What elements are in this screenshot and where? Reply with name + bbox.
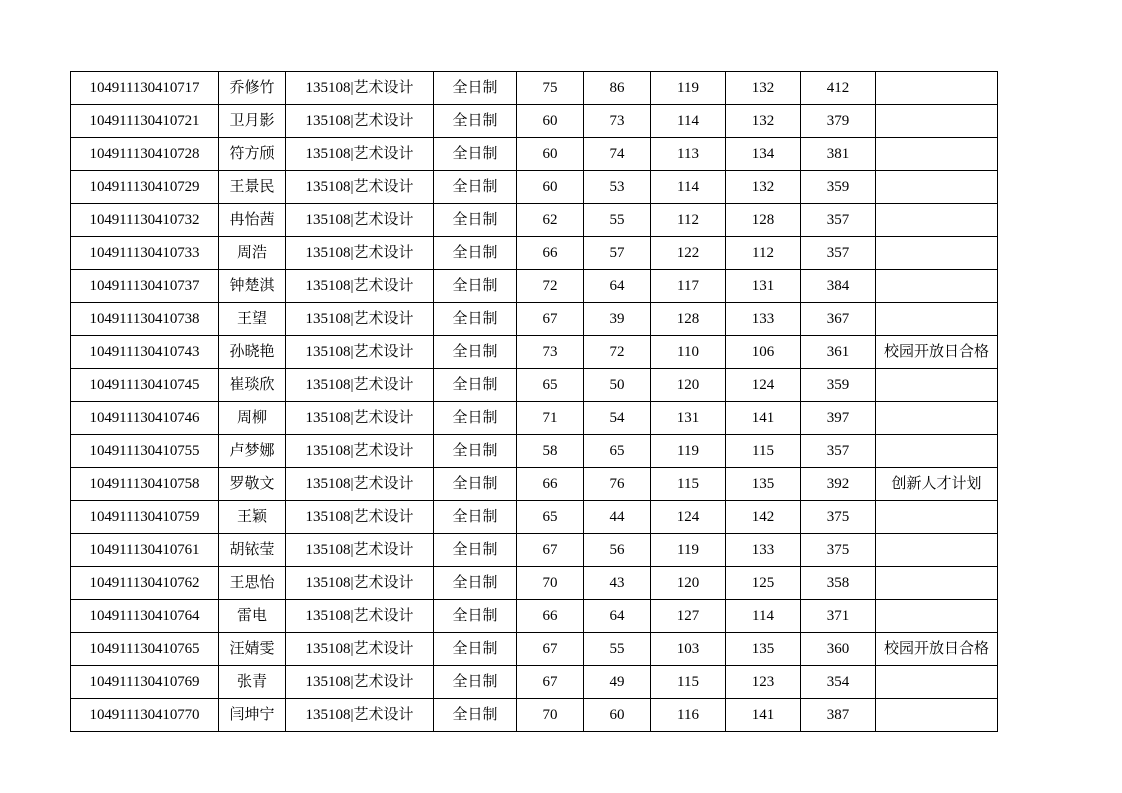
cell-note: 创新人才计划 [876, 468, 998, 501]
cell-name: 王颖 [219, 501, 286, 534]
table-row [71, 600, 998, 633]
cell-total: 357 [801, 237, 876, 270]
cell-candidate-id: 104911130410764 [71, 600, 219, 633]
cell-total: 367 [801, 303, 876, 336]
cell-score-3: 114 [651, 105, 726, 138]
cell-score-1: 73 [517, 336, 584, 369]
cell-note [876, 402, 998, 435]
cell-study-type: 全日制 [434, 666, 517, 699]
cell-note: 校园开放日合格 [876, 633, 998, 666]
cell-total: 381 [801, 138, 876, 171]
cell-study-type: 全日制 [434, 138, 517, 171]
cell-major: 135108|艺术设计 [286, 138, 434, 171]
cell-name: 钟楚淇 [219, 270, 286, 303]
cell-score-4: 134 [726, 138, 801, 171]
cell-total: 361 [801, 336, 876, 369]
cell-score-2: 73 [584, 105, 651, 138]
table-row [71, 105, 998, 138]
cell-name: 周浩 [219, 237, 286, 270]
cell-score-4: 124 [726, 369, 801, 402]
cell-score-1: 72 [517, 270, 584, 303]
cell-score-1: 65 [517, 501, 584, 534]
cell-note [876, 204, 998, 237]
table-row [71, 369, 998, 402]
cell-score-3: 127 [651, 600, 726, 633]
cell-score-1: 70 [517, 699, 584, 732]
cell-major: 135108|艺术设计 [286, 105, 434, 138]
cell-note [876, 270, 998, 303]
cell-name: 周柳 [219, 402, 286, 435]
cell-score-2: 43 [584, 567, 651, 600]
cell-score-2: 76 [584, 468, 651, 501]
cell-score-3: 114 [651, 171, 726, 204]
cell-total: 412 [801, 72, 876, 105]
cell-candidate-id: 104911130410765 [71, 633, 219, 666]
cell-score-3: 120 [651, 369, 726, 402]
cell-note [876, 237, 998, 270]
table-row [71, 567, 998, 600]
cell-score-2: 49 [584, 666, 651, 699]
cell-candidate-id: 104911130410762 [71, 567, 219, 600]
cell-total: 357 [801, 204, 876, 237]
cell-major: 135108|艺术设计 [286, 633, 434, 666]
cell-major: 135108|艺术设计 [286, 468, 434, 501]
cell-score-3: 115 [651, 666, 726, 699]
cell-score-3: 124 [651, 501, 726, 534]
cell-score-4: 141 [726, 402, 801, 435]
cell-candidate-id: 104911130410733 [71, 237, 219, 270]
cell-study-type: 全日制 [434, 699, 517, 732]
cell-score-2: 50 [584, 369, 651, 402]
cell-score-4: 132 [726, 105, 801, 138]
cell-score-1: 60 [517, 105, 584, 138]
cell-score-1: 60 [517, 138, 584, 171]
cell-total: 359 [801, 369, 876, 402]
cell-total: 359 [801, 171, 876, 204]
cell-score-3: 131 [651, 402, 726, 435]
cell-candidate-id: 104911130410717 [71, 72, 219, 105]
cell-study-type: 全日制 [434, 567, 517, 600]
cell-score-2: 64 [584, 600, 651, 633]
cell-name: 胡铱莹 [219, 534, 286, 567]
cell-major: 135108|艺术设计 [286, 171, 434, 204]
cell-score-1: 65 [517, 369, 584, 402]
cell-name: 雷电 [219, 600, 286, 633]
cell-score-4: 131 [726, 270, 801, 303]
cell-score-2: 56 [584, 534, 651, 567]
cell-candidate-id: 104911130410759 [71, 501, 219, 534]
cell-score-3: 128 [651, 303, 726, 336]
table-row [71, 468, 998, 501]
cell-score-4: 125 [726, 567, 801, 600]
cell-name: 崔琰欣 [219, 369, 286, 402]
cell-score-4: 141 [726, 699, 801, 732]
table-row [71, 270, 998, 303]
cell-score-2: 57 [584, 237, 651, 270]
cell-note [876, 567, 998, 600]
cell-score-1: 67 [517, 666, 584, 699]
cell-score-1: 71 [517, 402, 584, 435]
cell-candidate-id: 104911130410745 [71, 369, 219, 402]
cell-note [876, 72, 998, 105]
cell-score-4: 135 [726, 468, 801, 501]
table-row [71, 501, 998, 534]
cell-candidate-id: 104911130410728 [71, 138, 219, 171]
cell-major: 135108|艺术设计 [286, 402, 434, 435]
cell-score-2: 44 [584, 501, 651, 534]
cell-note [876, 435, 998, 468]
cell-score-1: 62 [517, 204, 584, 237]
cell-candidate-id: 104911130410761 [71, 534, 219, 567]
cell-note [876, 699, 998, 732]
cell-study-type: 全日制 [434, 105, 517, 138]
cell-score-3: 115 [651, 468, 726, 501]
cell-candidate-id: 104911130410721 [71, 105, 219, 138]
table-row [71, 336, 998, 369]
cell-study-type: 全日制 [434, 204, 517, 237]
cell-note: 校园开放日合格 [876, 336, 998, 369]
cell-score-4: 115 [726, 435, 801, 468]
cell-total: 354 [801, 666, 876, 699]
cell-score-2: 55 [584, 633, 651, 666]
cell-score-3: 120 [651, 567, 726, 600]
score-table-container [70, 71, 998, 732]
cell-score-4: 106 [726, 336, 801, 369]
table-row [71, 666, 998, 699]
cell-score-4: 142 [726, 501, 801, 534]
cell-score-1: 66 [517, 237, 584, 270]
table-row [71, 534, 998, 567]
cell-study-type: 全日制 [434, 534, 517, 567]
cell-score-3: 112 [651, 204, 726, 237]
cell-major: 135108|艺术设计 [286, 600, 434, 633]
cell-score-2: 55 [584, 204, 651, 237]
cell-name: 张青 [219, 666, 286, 699]
cell-major: 135108|艺术设计 [286, 72, 434, 105]
cell-score-2: 65 [584, 435, 651, 468]
table-row [71, 402, 998, 435]
table-row [71, 72, 998, 105]
cell-score-3: 119 [651, 435, 726, 468]
cell-score-1: 70 [517, 567, 584, 600]
cell-note [876, 666, 998, 699]
cell-score-1: 67 [517, 534, 584, 567]
cell-major: 135108|艺术设计 [286, 204, 434, 237]
cell-candidate-id: 104911130410729 [71, 171, 219, 204]
cell-score-1: 67 [517, 633, 584, 666]
score-table-body [71, 72, 998, 732]
cell-candidate-id: 104911130410770 [71, 699, 219, 732]
cell-study-type: 全日制 [434, 72, 517, 105]
cell-score-3: 119 [651, 72, 726, 105]
cell-score-1: 75 [517, 72, 584, 105]
cell-score-2: 54 [584, 402, 651, 435]
cell-major: 135108|艺术设计 [286, 435, 434, 468]
cell-name: 王景民 [219, 171, 286, 204]
cell-study-type: 全日制 [434, 402, 517, 435]
cell-major: 135108|艺术设计 [286, 501, 434, 534]
cell-note [876, 369, 998, 402]
cell-total: 397 [801, 402, 876, 435]
cell-major: 135108|艺术设计 [286, 534, 434, 567]
cell-name: 卫月影 [219, 105, 286, 138]
cell-study-type: 全日制 [434, 435, 517, 468]
cell-candidate-id: 104911130410743 [71, 336, 219, 369]
table-row [71, 138, 998, 171]
cell-name: 闫坤宁 [219, 699, 286, 732]
cell-score-2: 64 [584, 270, 651, 303]
cell-score-4: 128 [726, 204, 801, 237]
cell-score-4: 133 [726, 534, 801, 567]
cell-score-4: 135 [726, 633, 801, 666]
cell-score-4: 132 [726, 171, 801, 204]
cell-score-1: 58 [517, 435, 584, 468]
cell-name: 卢梦娜 [219, 435, 286, 468]
cell-note [876, 600, 998, 633]
table-row [71, 435, 998, 468]
cell-candidate-id: 104911130410758 [71, 468, 219, 501]
cell-total: 371 [801, 600, 876, 633]
cell-note [876, 534, 998, 567]
cell-score-2: 72 [584, 336, 651, 369]
cell-name: 罗敬文 [219, 468, 286, 501]
cell-score-3: 116 [651, 699, 726, 732]
cell-candidate-id: 104911130410746 [71, 402, 219, 435]
cell-major: 135108|艺术设计 [286, 303, 434, 336]
cell-candidate-id: 104911130410769 [71, 666, 219, 699]
cell-study-type: 全日制 [434, 468, 517, 501]
cell-total: 387 [801, 699, 876, 732]
cell-study-type: 全日制 [434, 171, 517, 204]
cell-total: 375 [801, 501, 876, 534]
cell-score-1: 66 [517, 600, 584, 633]
cell-score-3: 113 [651, 138, 726, 171]
cell-major: 135108|艺术设计 [286, 666, 434, 699]
cell-score-3: 103 [651, 633, 726, 666]
cell-score-2: 74 [584, 138, 651, 171]
cell-study-type: 全日制 [434, 369, 517, 402]
cell-score-2: 86 [584, 72, 651, 105]
cell-score-4: 132 [726, 72, 801, 105]
table-row [71, 633, 998, 666]
cell-note [876, 105, 998, 138]
cell-candidate-id: 104911130410755 [71, 435, 219, 468]
cell-note [876, 501, 998, 534]
table-row [71, 171, 998, 204]
cell-score-4: 133 [726, 303, 801, 336]
table-row [71, 237, 998, 270]
cell-name: 王望 [219, 303, 286, 336]
cell-score-4: 112 [726, 237, 801, 270]
cell-major: 135108|艺术设计 [286, 369, 434, 402]
cell-study-type: 全日制 [434, 600, 517, 633]
cell-major: 135108|艺术设计 [286, 237, 434, 270]
cell-score-2: 39 [584, 303, 651, 336]
table-row [71, 699, 998, 732]
cell-score-1: 60 [517, 171, 584, 204]
score-table [70, 71, 998, 732]
cell-total: 360 [801, 633, 876, 666]
cell-score-3: 117 [651, 270, 726, 303]
cell-major: 135108|艺术设计 [286, 270, 434, 303]
cell-name: 符方颀 [219, 138, 286, 171]
cell-note [876, 138, 998, 171]
cell-note [876, 171, 998, 204]
cell-name: 乔修竹 [219, 72, 286, 105]
cell-score-4: 114 [726, 600, 801, 633]
cell-name: 孙晓艳 [219, 336, 286, 369]
cell-name: 冉怡茜 [219, 204, 286, 237]
cell-study-type: 全日制 [434, 336, 517, 369]
cell-total: 375 [801, 534, 876, 567]
cell-score-3: 119 [651, 534, 726, 567]
cell-total: 384 [801, 270, 876, 303]
cell-study-type: 全日制 [434, 303, 517, 336]
cell-name: 王思怡 [219, 567, 286, 600]
cell-candidate-id: 104911130410738 [71, 303, 219, 336]
cell-study-type: 全日制 [434, 270, 517, 303]
cell-total: 379 [801, 105, 876, 138]
cell-score-2: 53 [584, 171, 651, 204]
table-row [71, 303, 998, 336]
cell-score-3: 110 [651, 336, 726, 369]
cell-name: 汪婧雯 [219, 633, 286, 666]
cell-score-3: 122 [651, 237, 726, 270]
cell-score-2: 60 [584, 699, 651, 732]
cell-candidate-id: 104911130410737 [71, 270, 219, 303]
cell-total: 358 [801, 567, 876, 600]
cell-total: 357 [801, 435, 876, 468]
cell-score-1: 66 [517, 468, 584, 501]
cell-study-type: 全日制 [434, 501, 517, 534]
cell-study-type: 全日制 [434, 237, 517, 270]
cell-score-4: 123 [726, 666, 801, 699]
cell-major: 135108|艺术设计 [286, 336, 434, 369]
cell-total: 392 [801, 468, 876, 501]
cell-score-1: 67 [517, 303, 584, 336]
table-row [71, 204, 998, 237]
cell-note [876, 303, 998, 336]
cell-major: 135108|艺术设计 [286, 567, 434, 600]
cell-major: 135108|艺术设计 [286, 699, 434, 732]
cell-candidate-id: 104911130410732 [71, 204, 219, 237]
cell-study-type: 全日制 [434, 633, 517, 666]
